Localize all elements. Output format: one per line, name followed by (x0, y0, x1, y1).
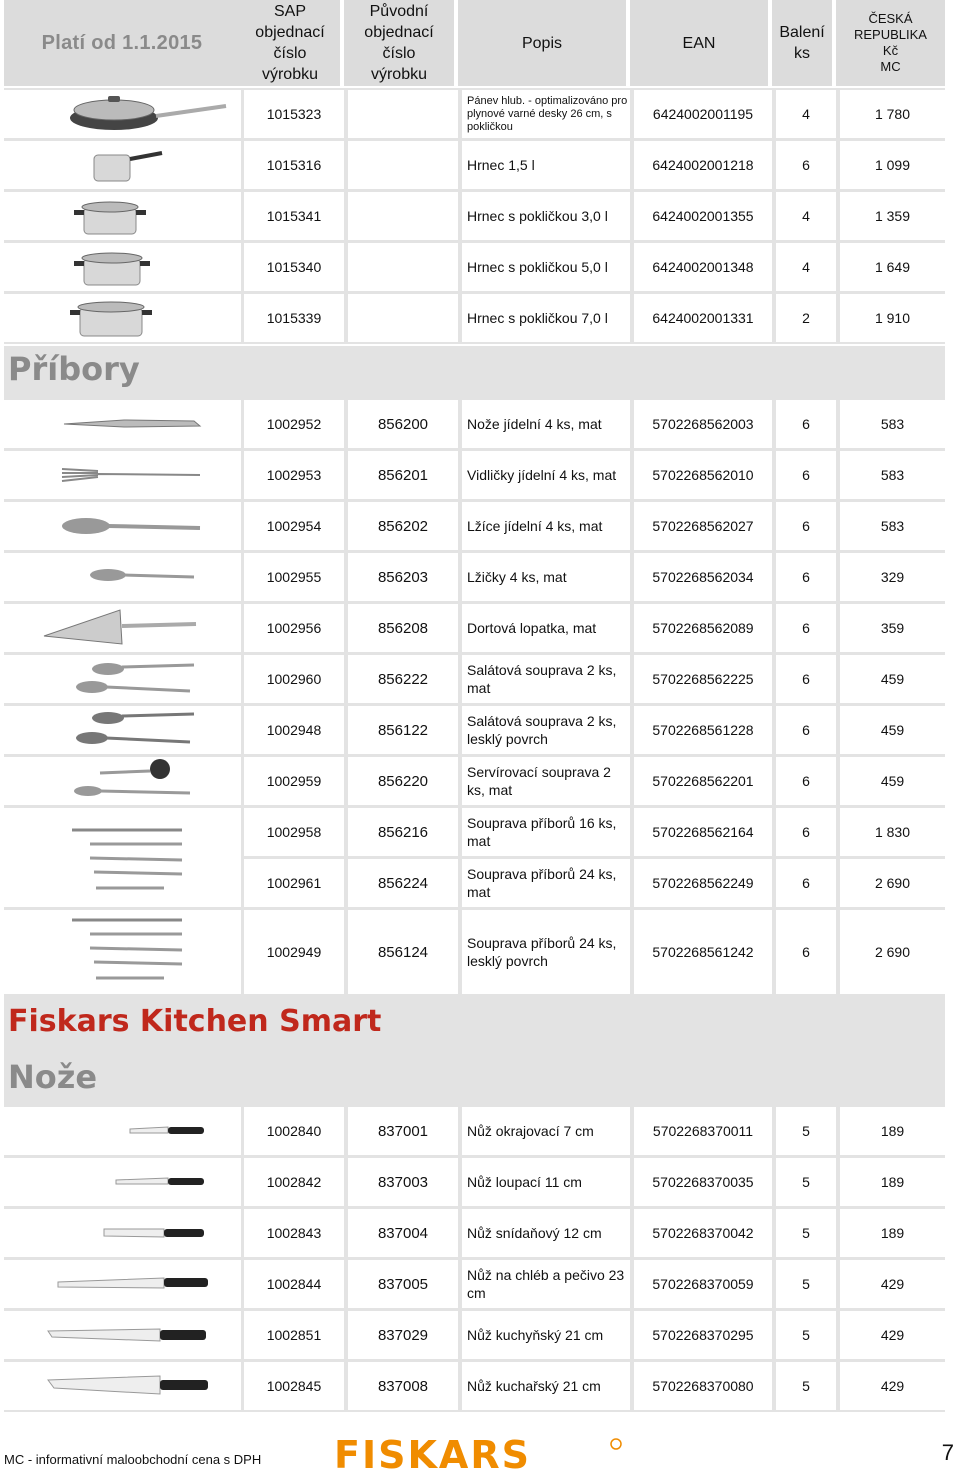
knife-image (4, 1158, 241, 1206)
original-number: 837008 (348, 1362, 458, 1410)
sap-number: 1015340 (244, 243, 344, 291)
ean: 6424002001355 (634, 192, 772, 240)
table-row (4, 502, 945, 550)
description: Pánev hlub. - optimalizováno pro plynové varné desky 26 cm, s pokličkou (462, 90, 630, 138)
price: 189 (840, 1107, 945, 1155)
description: Salátová souprava 2 ks, mat (462, 655, 630, 703)
cake-server-image (4, 604, 241, 652)
ean: 5702268562201 (634, 757, 772, 805)
description: Nůž loupací 11 cm (462, 1158, 630, 1206)
table-row (4, 1260, 945, 1308)
description: Nůž snídaňový 12 cm (462, 1209, 630, 1257)
original-number: 856224 (348, 859, 458, 907)
price: 429 (840, 1260, 945, 1308)
description: Hrnec s pokličkou 7,0 l (462, 294, 630, 342)
header-ean: EAN (630, 0, 768, 86)
sap-number: 1002953 (244, 451, 344, 499)
cutlery-set-image (4, 910, 241, 994)
chef-knife-image (4, 1362, 241, 1410)
pot-image (4, 243, 241, 291)
pack-qty: 6 (776, 910, 836, 994)
table-row (4, 294, 945, 342)
description: Salátová souprava 2 ks, lesklý povrch (462, 706, 630, 754)
description: Lžíce jídelní 4 ks, mat (462, 502, 630, 550)
ean: 5702268562027 (634, 502, 772, 550)
price: 1 359 (840, 192, 945, 240)
table-row (4, 192, 945, 240)
price: 429 (840, 1362, 945, 1410)
sap-number: 1002948 (244, 706, 344, 754)
price: 583 (840, 400, 945, 448)
sap-number: 1002952 (244, 400, 344, 448)
sap-number: 1002845 (244, 1362, 344, 1410)
section-band (4, 346, 945, 398)
pack-qty: 6 (776, 502, 836, 550)
ean: 5702268370035 (634, 1158, 772, 1206)
description: Hrnec s pokličkou 5,0 l (462, 243, 630, 291)
sap-number: 1015341 (244, 192, 344, 240)
table-row (4, 400, 945, 448)
footer-note: MC - informativní maloobchodní cena s DPH (4, 1452, 262, 1467)
header-description: Popis (458, 0, 626, 86)
price: 2 690 (840, 910, 945, 994)
description: Nůž kuchařský 21 cm (462, 1362, 630, 1410)
sap-number: 1002961 (244, 859, 344, 907)
sap-number: 1015316 (244, 141, 344, 189)
original-number: 856122 (348, 706, 458, 754)
table-row (4, 553, 945, 601)
price: 1 099 (840, 141, 945, 189)
price: 459 (840, 655, 945, 703)
table-row (4, 859, 945, 907)
price: 459 (840, 706, 945, 754)
table-row (4, 141, 945, 189)
teaspoon-image (4, 553, 241, 601)
original-number: 837003 (348, 1158, 458, 1206)
table-row (4, 1158, 945, 1206)
ean: 5702268561228 (634, 706, 772, 754)
original-number: 856201 (348, 451, 458, 499)
sap-number: 1002840 (244, 1107, 344, 1155)
description: Souprava příborů 24 ks, mat (462, 859, 630, 907)
pack-qty: 6 (776, 400, 836, 448)
original-number (348, 141, 458, 189)
sap-number: 1002958 (244, 808, 344, 856)
pack-qty: 6 (776, 141, 836, 189)
table-row (4, 757, 945, 805)
description: Nůž kuchyňský 21 cm (462, 1311, 630, 1359)
ean: 5702268370011 (634, 1107, 772, 1155)
price: 583 (840, 451, 945, 499)
ean: 5702268370080 (634, 1362, 772, 1410)
description: Hrnec 1,5 l (462, 141, 630, 189)
price: 359 (840, 604, 945, 652)
original-number (348, 294, 458, 342)
ean: 5702268562003 (634, 400, 772, 448)
ean: 6424002001218 (634, 141, 772, 189)
original-number: 856216 (348, 808, 458, 856)
table-row (4, 90, 945, 138)
original-number: 856208 (348, 604, 458, 652)
ean: 6424002001195 (634, 90, 772, 138)
sap-number: 1002954 (244, 502, 344, 550)
bread-knife-image (4, 1260, 241, 1308)
price: 429 (840, 1311, 945, 1359)
ean: 5702268370059 (634, 1260, 772, 1308)
ean: 5702268370042 (634, 1209, 772, 1257)
original-number: 856220 (348, 757, 458, 805)
header-price: ČESKÁ REPUBLIKA Kč MC (836, 0, 945, 86)
sap-number: 1002956 (244, 604, 344, 652)
header-pack: Balení ks (772, 0, 832, 86)
price: 459 (840, 757, 945, 805)
fiskars-logo (334, 1436, 624, 1474)
table-row (4, 1362, 945, 1410)
pack-qty: 6 (776, 604, 836, 652)
ean: 6424002001331 (634, 294, 772, 342)
price: 1 649 (840, 243, 945, 291)
original-number: 856124 (348, 910, 458, 994)
ean: 5702268562225 (634, 655, 772, 703)
pack-qty: 5 (776, 1158, 836, 1206)
pack-qty: 5 (776, 1107, 836, 1155)
description: Vidličky jídelní 4 ks, mat (462, 451, 630, 499)
knife-image (4, 1209, 241, 1257)
ean: 5702268370295 (634, 1311, 772, 1359)
original-number: 837029 (348, 1311, 458, 1359)
original-number: 856202 (348, 502, 458, 550)
section-title-knives: Nože (8, 1058, 98, 1096)
table-row (4, 1311, 945, 1359)
ean: 5702268562249 (634, 859, 772, 907)
original-number: 837004 (348, 1209, 458, 1257)
table-row (4, 655, 945, 703)
description: Nůž na chléb a pečivo 23 cm (462, 1260, 630, 1308)
sap-number: 1002960 (244, 655, 344, 703)
pack-qty: 6 (776, 553, 836, 601)
sap-number: 1002949 (244, 910, 344, 994)
original-number (348, 243, 458, 291)
pack-qty: 6 (776, 655, 836, 703)
pack-qty: 4 (776, 192, 836, 240)
price: 1 910 (840, 294, 945, 342)
sap-number: 1002955 (244, 553, 344, 601)
page-number: 7 (941, 1440, 954, 1465)
table-row (4, 1209, 945, 1257)
original-number: 856200 (348, 400, 458, 448)
description: Souprava příborů 24 ks, lesklý povrch (462, 910, 630, 994)
pack-qty: 6 (776, 808, 836, 856)
sap-number: 1002842 (244, 1158, 344, 1206)
pack-qty: 6 (776, 706, 836, 754)
table-row (4, 451, 945, 499)
pot-image (4, 294, 241, 342)
pack-qty: 6 (776, 859, 836, 907)
original-number: 856203 (348, 553, 458, 601)
pan-image (4, 90, 241, 138)
price: 189 (840, 1209, 945, 1257)
pack-qty: 4 (776, 90, 836, 138)
description: Hrnec s pokličkou 3,0 l (462, 192, 630, 240)
sap-number: 1002851 (244, 1311, 344, 1359)
header-original: Původní objednací číslo výrobku (344, 0, 454, 86)
original-number (348, 192, 458, 240)
sap-number: 1002959 (244, 757, 344, 805)
original-number: 856222 (348, 655, 458, 703)
ean: 5702268562010 (634, 451, 772, 499)
knife-image (4, 400, 241, 448)
description: Nože jídelní 4 ks, mat (462, 400, 630, 448)
valid-from-label: Platí od 1.1.2015 (4, 0, 240, 86)
spoon-image (4, 502, 241, 550)
description: Souprava příborů 16 ks, mat (462, 808, 630, 856)
ean: 6424002001348 (634, 243, 772, 291)
section-title-brand: Fiskars Kitchen Smart (8, 1004, 382, 1039)
ean: 5702268561242 (634, 910, 772, 994)
table-row (4, 910, 945, 994)
fork-image (4, 451, 241, 499)
pack-qty: 5 (776, 1260, 836, 1308)
pack-qty: 6 (776, 757, 836, 805)
pack-qty: 5 (776, 1209, 836, 1257)
table-row (4, 1107, 945, 1155)
original-number: 837005 (348, 1260, 458, 1308)
svg-text:FISKARS: FISKARS (334, 1436, 531, 1474)
sap-number: 1002843 (244, 1209, 344, 1257)
description: Nůž okrajovací 7 cm (462, 1107, 630, 1155)
description: Lžičky 4 ks, mat (462, 553, 630, 601)
ean: 5702268562164 (634, 808, 772, 856)
section-title-cutlery: Příbory (8, 350, 140, 388)
price: 583 (840, 502, 945, 550)
pot-image (4, 192, 241, 240)
ean: 5702268562034 (634, 553, 772, 601)
price: 189 (840, 1158, 945, 1206)
knife-image (4, 1107, 241, 1155)
sap-number: 1015323 (244, 90, 344, 138)
saucepan-image (4, 141, 241, 189)
pack-qty: 6 (776, 451, 836, 499)
pack-qty: 2 (776, 294, 836, 342)
table-row (4, 808, 945, 856)
table-row (4, 706, 945, 754)
pack-qty: 5 (776, 1311, 836, 1359)
serving-set-image (4, 757, 241, 805)
utility-knife-image (4, 1311, 241, 1359)
price: 1 830 (840, 808, 945, 856)
original-number (348, 90, 458, 138)
sap-number: 1002844 (244, 1260, 344, 1308)
header-sap: SAP objednací číslo výrobku (240, 0, 340, 86)
price: 2 690 (840, 859, 945, 907)
price: 1 780 (840, 90, 945, 138)
original-number: 837001 (348, 1107, 458, 1155)
pack-qty: 5 (776, 1362, 836, 1410)
price: 329 (840, 553, 945, 601)
table-row (4, 243, 945, 291)
description: Dortová lopatka, mat (462, 604, 630, 652)
salad-set-image (4, 706, 241, 754)
pack-qty: 4 (776, 243, 836, 291)
description: Servírovací souprava 2 ks, mat (462, 757, 630, 805)
sap-number: 1015339 (244, 294, 344, 342)
salad-set-image (4, 655, 241, 703)
ean: 5702268562089 (634, 604, 772, 652)
table-row (4, 604, 945, 652)
